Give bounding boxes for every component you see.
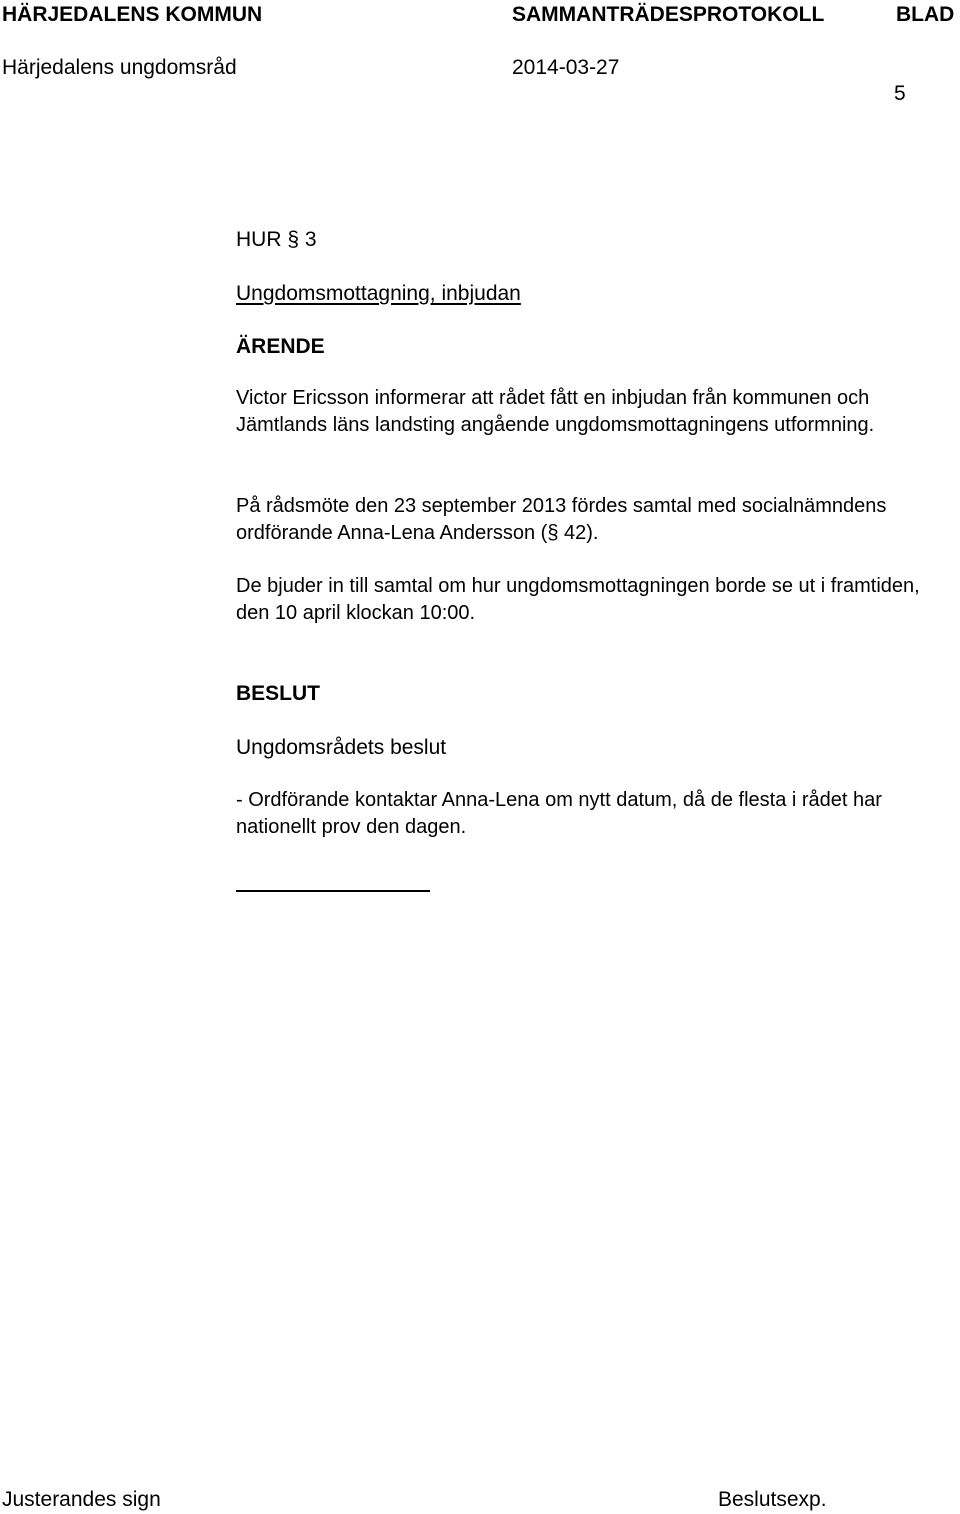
beslutsexp-label: Beslutsexp. (718, 1488, 827, 1511)
document-type: SAMMANTRÄDESPROTOKOLL (512, 3, 825, 26)
signature-line (236, 890, 430, 892)
decision-text: - Ordförande kontaktar Anna-Lena om nytt datum, då de flesta i rådet har nationellt prov den dagen. (236, 789, 882, 838)
section-title: Ungdomsmottagning, inbjudan (236, 282, 521, 305)
arende-heading: ÄRENDE (236, 335, 325, 358)
paragraph-3: De bjuder in till samtal om hur ungdomsmottagningen borde se ut i framtiden, den 10 april klockan 10:00. (236, 575, 920, 624)
decision-subheading: Ungdomsrådets beslut (236, 736, 447, 759)
municipality-name: HÄRJEDALENS KOMMUN (2, 3, 263, 26)
blad-label: BLAD (896, 3, 955, 26)
beslut-heading: BESLUT (236, 682, 320, 705)
body-name: Härjedalens ungdomsråd (2, 56, 237, 79)
paragraph-1: Victor Ericsson informerar att rådet fått en inbjudan från kommunen och Jämtlands läns landsting angående ungdomsmottagningens utformning. (236, 387, 875, 436)
page-number: 5 (894, 82, 906, 105)
justerandes-sign-label: Justerandes sign (2, 1488, 161, 1511)
paragraph-2: På rådsmöte den 23 september 2013 fördes samtal med socialnämndens ordförande Anna-Lena Andersson (§ 42). (236, 495, 887, 544)
paragraph-ref: HUR § 3 (236, 228, 317, 251)
meeting-date: 2014-03-27 (512, 56, 620, 79)
